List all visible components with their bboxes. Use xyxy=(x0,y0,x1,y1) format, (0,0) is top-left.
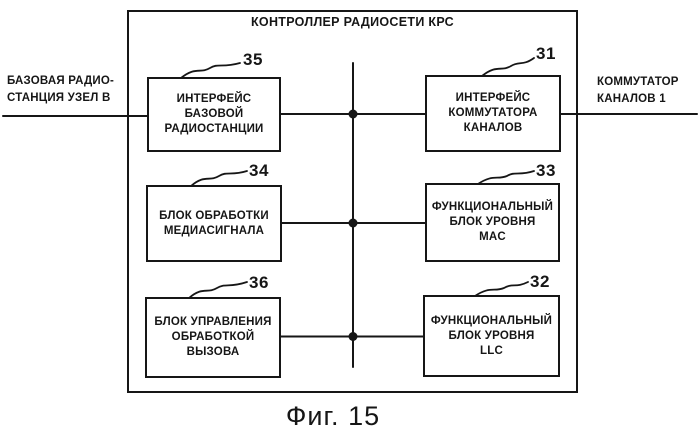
ref-number-32: 32 xyxy=(530,272,550,291)
block-call-processing-control xyxy=(145,297,281,378)
block-media-signal-processing xyxy=(146,185,282,262)
diagram-title: КОНТРОЛЛЕР РАДИОСЕТИ КРС xyxy=(251,15,454,29)
left-external-label xyxy=(7,73,132,107)
ref-number-34: 34 xyxy=(249,161,269,180)
block-channel-switch-interface xyxy=(425,75,561,152)
block-text-line: БЛОК УПРАВЛЕНИЯ xyxy=(154,316,272,328)
block-text-line: ИНТЕРФЕЙС xyxy=(455,92,531,104)
block-text-line: ФУНКЦИОНАЛЬНЫЙ xyxy=(430,314,553,327)
block-text-line: КАНАЛОВ xyxy=(463,122,523,134)
block-text-line: КОММУТАТОРА xyxy=(448,107,538,119)
junction-dot-2 xyxy=(349,219,358,228)
left-external-label-line2: СТАНЦИЯ УЗЕЛ В xyxy=(7,92,111,104)
block-mac-layer-function xyxy=(425,183,560,262)
leader-line-31 xyxy=(482,58,534,76)
junction-dot-3 xyxy=(349,332,358,341)
ref-number-35: 35 xyxy=(243,50,263,69)
block-text-line: MAC xyxy=(479,231,506,243)
block-text-line: ФУНКЦИОНАЛЬНЫЙ xyxy=(431,201,554,213)
leader-line-35 xyxy=(181,63,240,78)
ref-number-36: 36 xyxy=(249,273,269,292)
right-external-label-line2: КАНАЛОВ 1 xyxy=(597,93,666,105)
block-text-line: РАДИОСТАНЦИИ xyxy=(164,123,264,135)
junction-dot-1 xyxy=(349,110,358,119)
ref-number-31: 31 xyxy=(536,44,556,63)
leader-line-36 xyxy=(189,282,247,298)
block-base-station-interface xyxy=(147,77,281,152)
block-text-line: LLC xyxy=(480,344,503,357)
right-external-label xyxy=(597,74,697,108)
left-external-label-line1: БАЗОВАЯ РАДИО- xyxy=(7,75,115,87)
block-text-line: МЕДИАСИГНАЛА xyxy=(163,224,265,237)
block-llc-layer-function xyxy=(423,295,560,377)
block-text-line: БЛОК УРОВНЯ xyxy=(449,216,536,228)
block-text-line: ВЫЗОВА xyxy=(186,346,240,358)
block-text-line: БАЗОВОЙ xyxy=(184,108,244,120)
leader-line-34 xyxy=(191,171,247,186)
block-text-line: ИНТЕРФЕЙС xyxy=(176,93,252,105)
block-text-line: БЛОК ОБРАБОТКИ xyxy=(159,209,269,222)
ref-number-33: 33 xyxy=(536,161,556,180)
figure-caption: Фиг. 15 xyxy=(285,401,381,431)
block-text-line: БЛОК УРОВНЯ xyxy=(448,329,535,342)
leader-line-32 xyxy=(475,282,528,296)
block-text-line: ОБРАБОТКОЙ xyxy=(171,331,255,343)
right-external-label-line1: КОММУТАТОР xyxy=(597,76,679,88)
